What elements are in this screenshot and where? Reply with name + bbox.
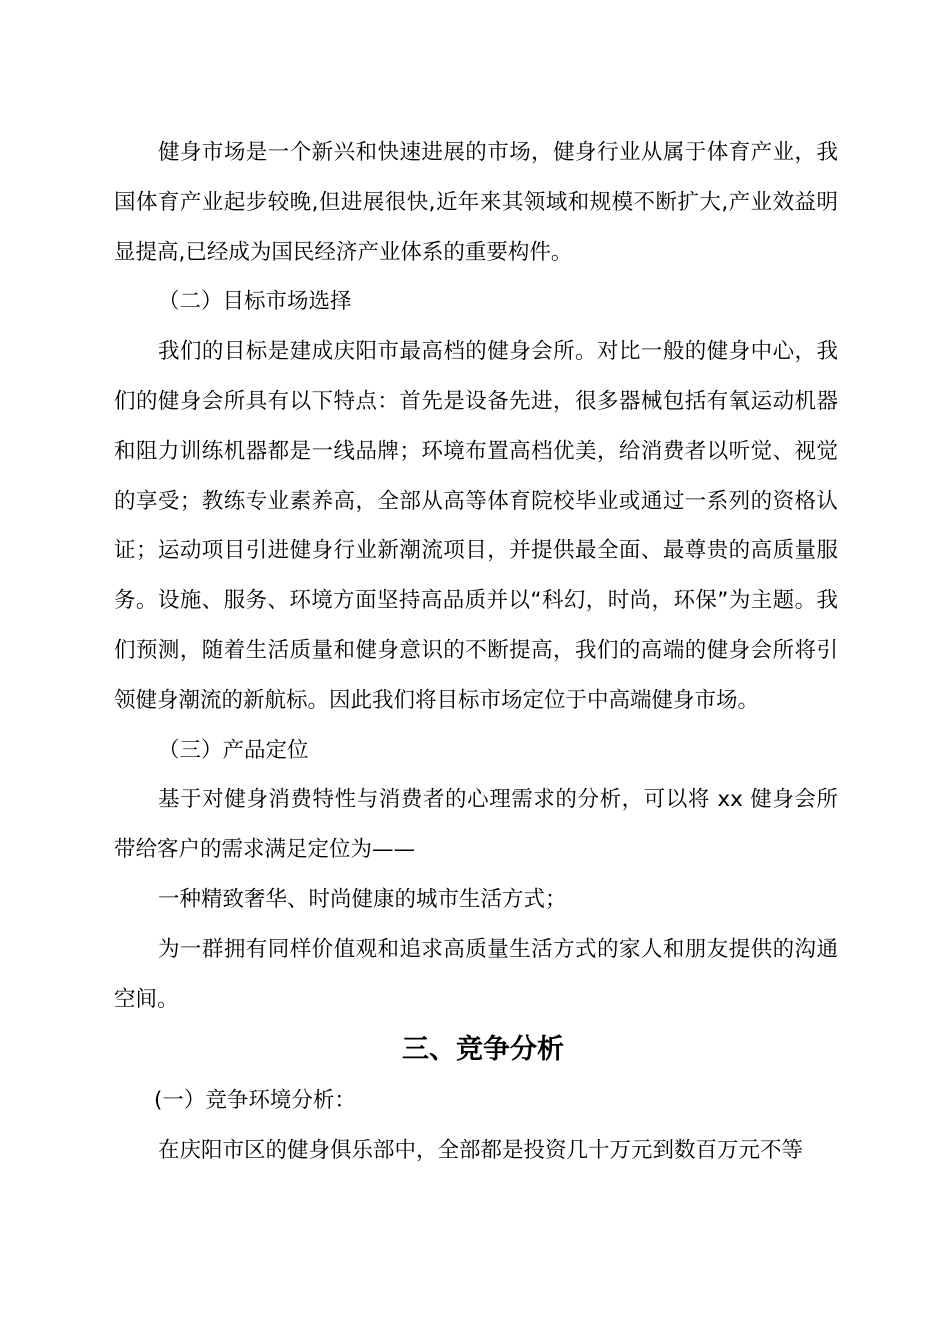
document-body	[114, 128, 838, 1176]
paragraph-product-positioning: 基于对健身消费特性与消费者的心理需求的分析，可以将 xx 健身会所带给客户的需求满足定位为——	[114, 787, 838, 863]
subheading-competitive-environment: (一）竞争环境分析：	[154, 1088, 356, 1114]
paragraph-market-overview: 健身市场是一个新兴和快速进展的市场，健身行业从属于体育产业，我国体育产业起步较晚,但进展很快,近年来其领域和规模不断扩大,产业效益明显提高,已经成为国民经济产业体系的重要构件。	[114, 140, 838, 265]
subheading-target-market: （二）目标市场选择	[158, 289, 352, 315]
section-title-competition: 三、竞争分析	[402, 1034, 564, 1066]
paragraph-lifestyle: 一种精致奢华、时尚健康的城市生活方式；	[158, 886, 567, 912]
subheading-product-positioning: （三）产品定位	[158, 737, 309, 763]
paragraph-communication-space: 为一群拥有同样价值观和追求高质量生活方式的家人和朋友提供的沟通空间。	[114, 936, 838, 1012]
paragraph-competitive-environment: 在庆阳市区的健身俱乐部中，全部都是投资几十万元到数百万元不等	[158, 1138, 804, 1164]
paragraph-target-market: 我们的目标是建成庆阳市最高档的健身会所。对比一般的健身中心，我们的健身会所具有以下特点：首先是设备先进，很多器械包括有氧运动机器和阻力训练机器都是一线品牌；环境布置高档优美，给消费者以听觉、视觉的享受；教练专业素养高，全部从高等体育院校毕业或通过一系列的资格认证；运动项目引进健身行业新潮流项目，并提供最全面、最尊贵的高质量服务。设施、服务、环境方面坚持高品质并以“科幻，时尚，环保”为主题。我们预测，随着生活质量和健身意识的不断提高，我们的高端的健身会所将引领健身潮流的新航标。因此我们将目标市场定位于中高端健身市场。	[114, 339, 838, 713]
